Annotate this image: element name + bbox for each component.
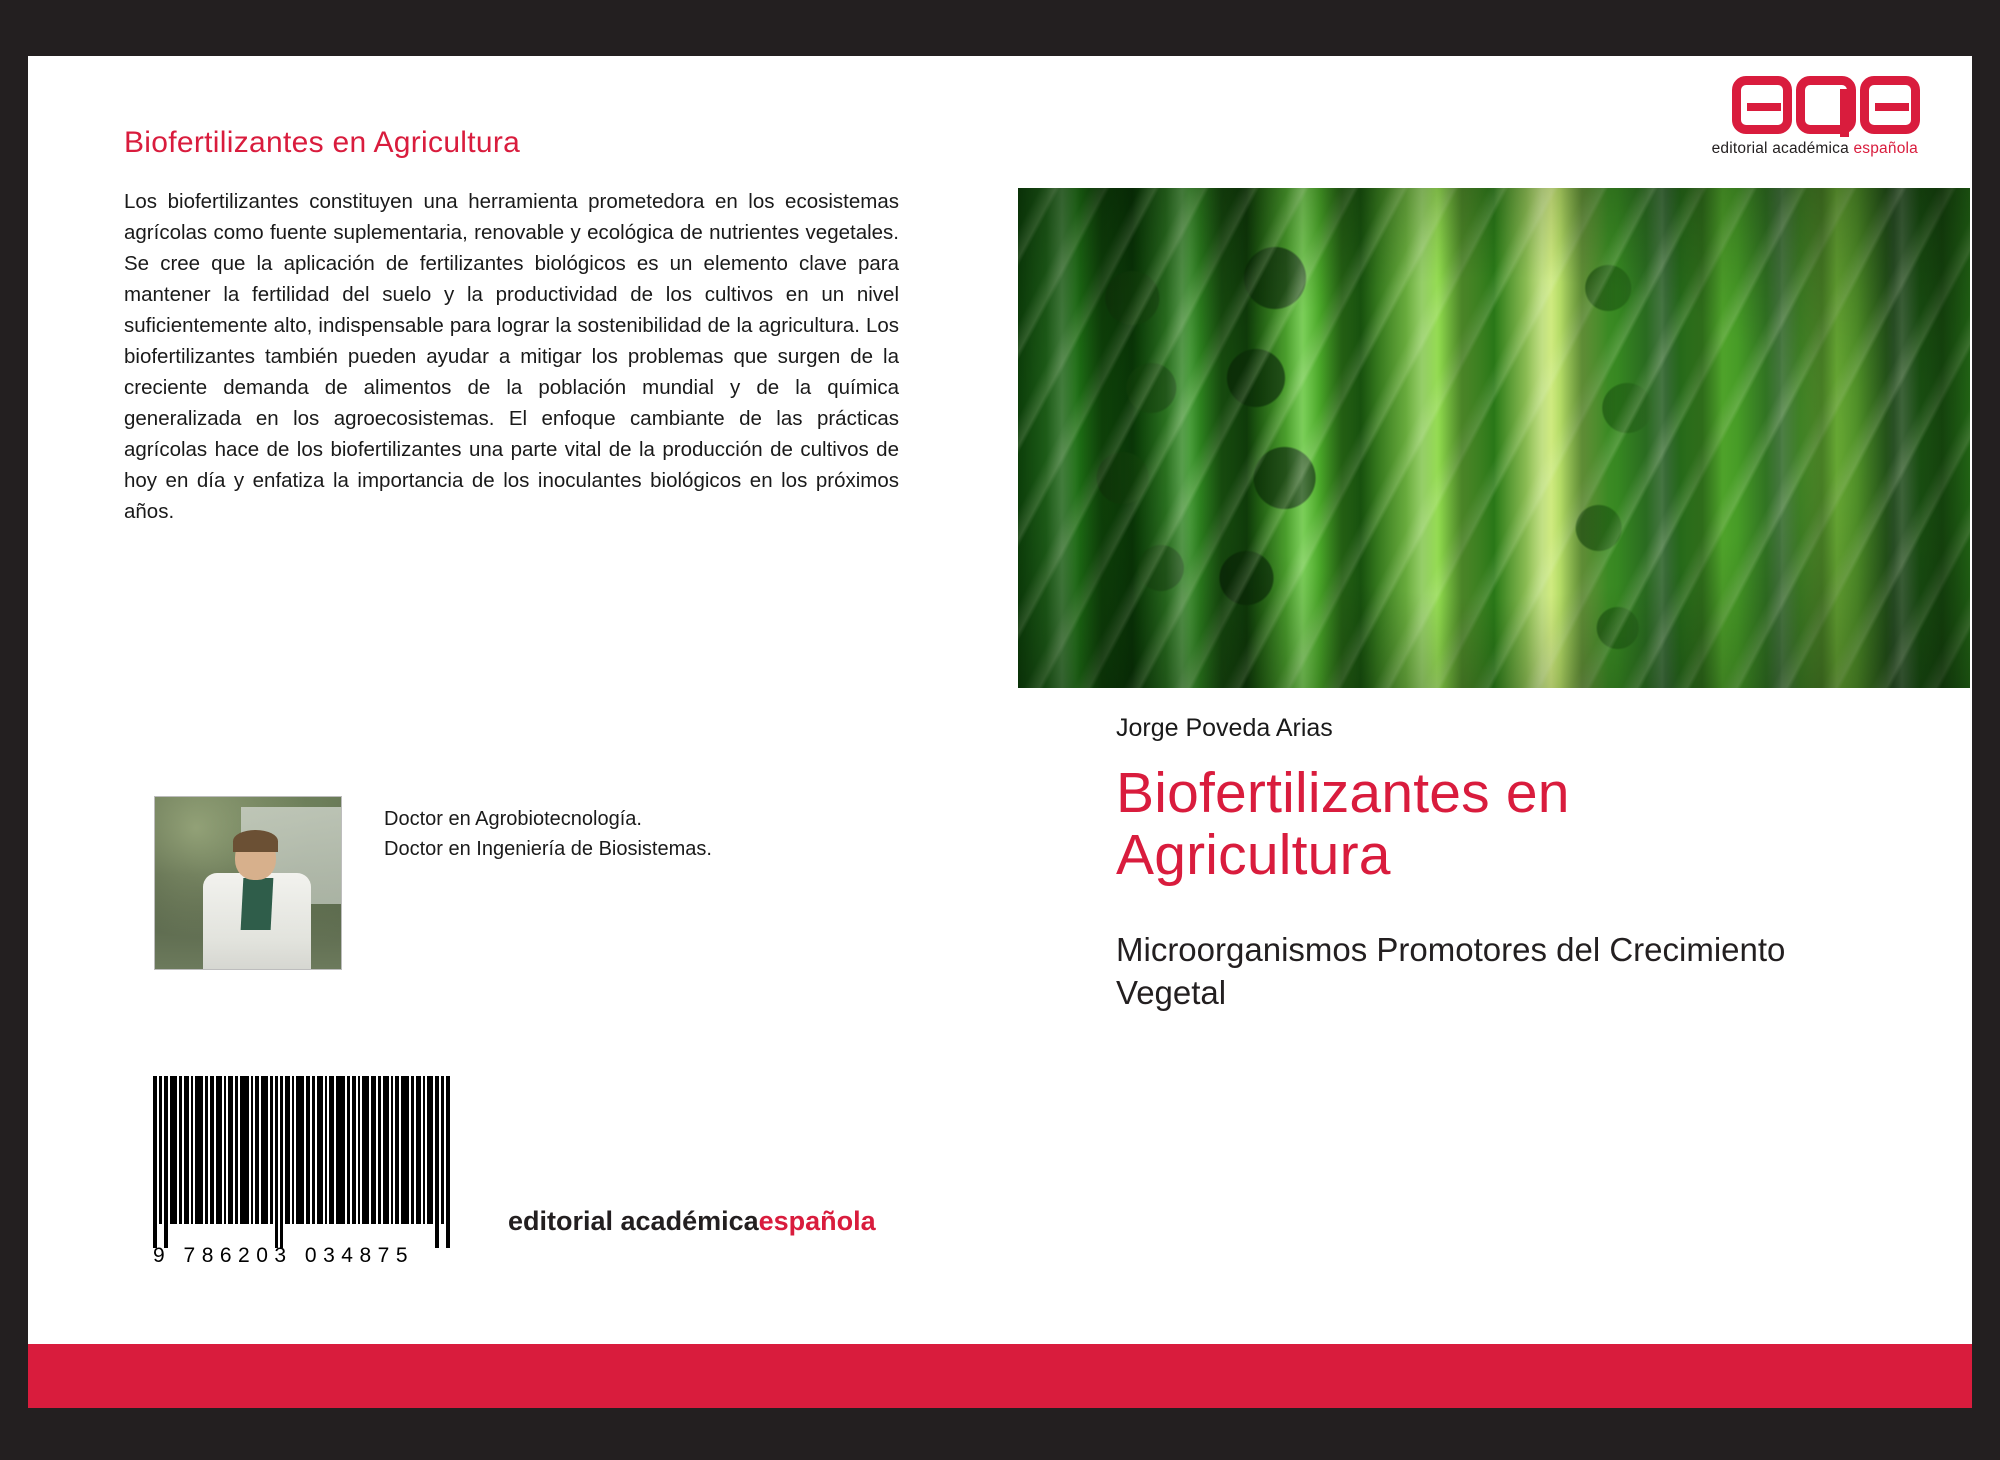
eae-logo bbox=[1670, 74, 1920, 164]
barcode bbox=[153, 1076, 483, 1286]
barcode-bars bbox=[153, 1076, 471, 1251]
frame-bottom bbox=[0, 1408, 2000, 1460]
barcode-digits: 9 786203 034875 bbox=[153, 1244, 414, 1267]
back-cover bbox=[28, 56, 1018, 1296]
eae-caption-accent: española bbox=[1853, 140, 1918, 157]
author-credentials bbox=[384, 804, 904, 864]
bottom-red-band bbox=[28, 1344, 1972, 1408]
front-cover-title: Biofertilizantes en Agricultura bbox=[1116, 761, 1570, 887]
frame-left bbox=[0, 0, 28, 1460]
eae-logo-mark bbox=[1670, 74, 1920, 136]
back-cover-blurb: Los biofertilizantes constituyen una herramienta prometedora en los ecosistemas agrícolas como fuente suplementaria, renovable y ecológica de nutrientes vegetales. Se cree que la aplicación de fertilizantes biológicos es un elemento clave para mantener la fertilidad del suelo y la productividad de los cultivos en un nivel suficientemente alto, indispensable para lograr la sostenibilidad de la agricultura. Los biofertilizantes también pueden ayudar a mitigar los problemas que surgen de la creciente demanda de alimentos de la población mundial y de la química generalizada en los agroecosistemas. El enfoque cambiante de las prácticas agrícolas hace de los biofertilizantes una parte vital de la producción de cultivos de hoy en día y enfatiza la importancia de los inoculantes biológicos en los próximos años. bbox=[124, 190, 899, 523]
logo-letter-e-icon bbox=[1732, 76, 1792, 134]
author-credential-line-2: Doctor en Ingeniería de Biosistemas. bbox=[384, 838, 712, 860]
author-credential-line-1: Doctor en Agrobiotecnología. bbox=[384, 808, 642, 830]
publisher-wordmark-main: editorial académica bbox=[508, 1206, 759, 1236]
front-cover bbox=[1020, 56, 1972, 1296]
cover-photograph bbox=[1018, 188, 1970, 688]
front-cover-author: Jorge Poveda Arias bbox=[1116, 714, 1333, 742]
front-cover-subtitle: Microorganismos Promotores del Crecimiento Vegetal bbox=[1116, 931, 1786, 1011]
frame-top bbox=[0, 0, 2000, 56]
logo-letter-e2-icon bbox=[1860, 76, 1920, 134]
frame-right bbox=[1972, 0, 2000, 1460]
eae-caption-main: editorial académica bbox=[1711, 140, 1854, 157]
logo-letter-a-icon bbox=[1796, 76, 1856, 134]
author-photo bbox=[154, 796, 342, 970]
back-cover-title: Biofertilizantes en Agricultura bbox=[124, 126, 521, 159]
author-block bbox=[124, 796, 924, 976]
eae-logo-caption bbox=[1712, 140, 1918, 158]
publisher-wordmark-back bbox=[508, 1206, 876, 1237]
publisher-wordmark-accent: española bbox=[758, 1206, 876, 1236]
